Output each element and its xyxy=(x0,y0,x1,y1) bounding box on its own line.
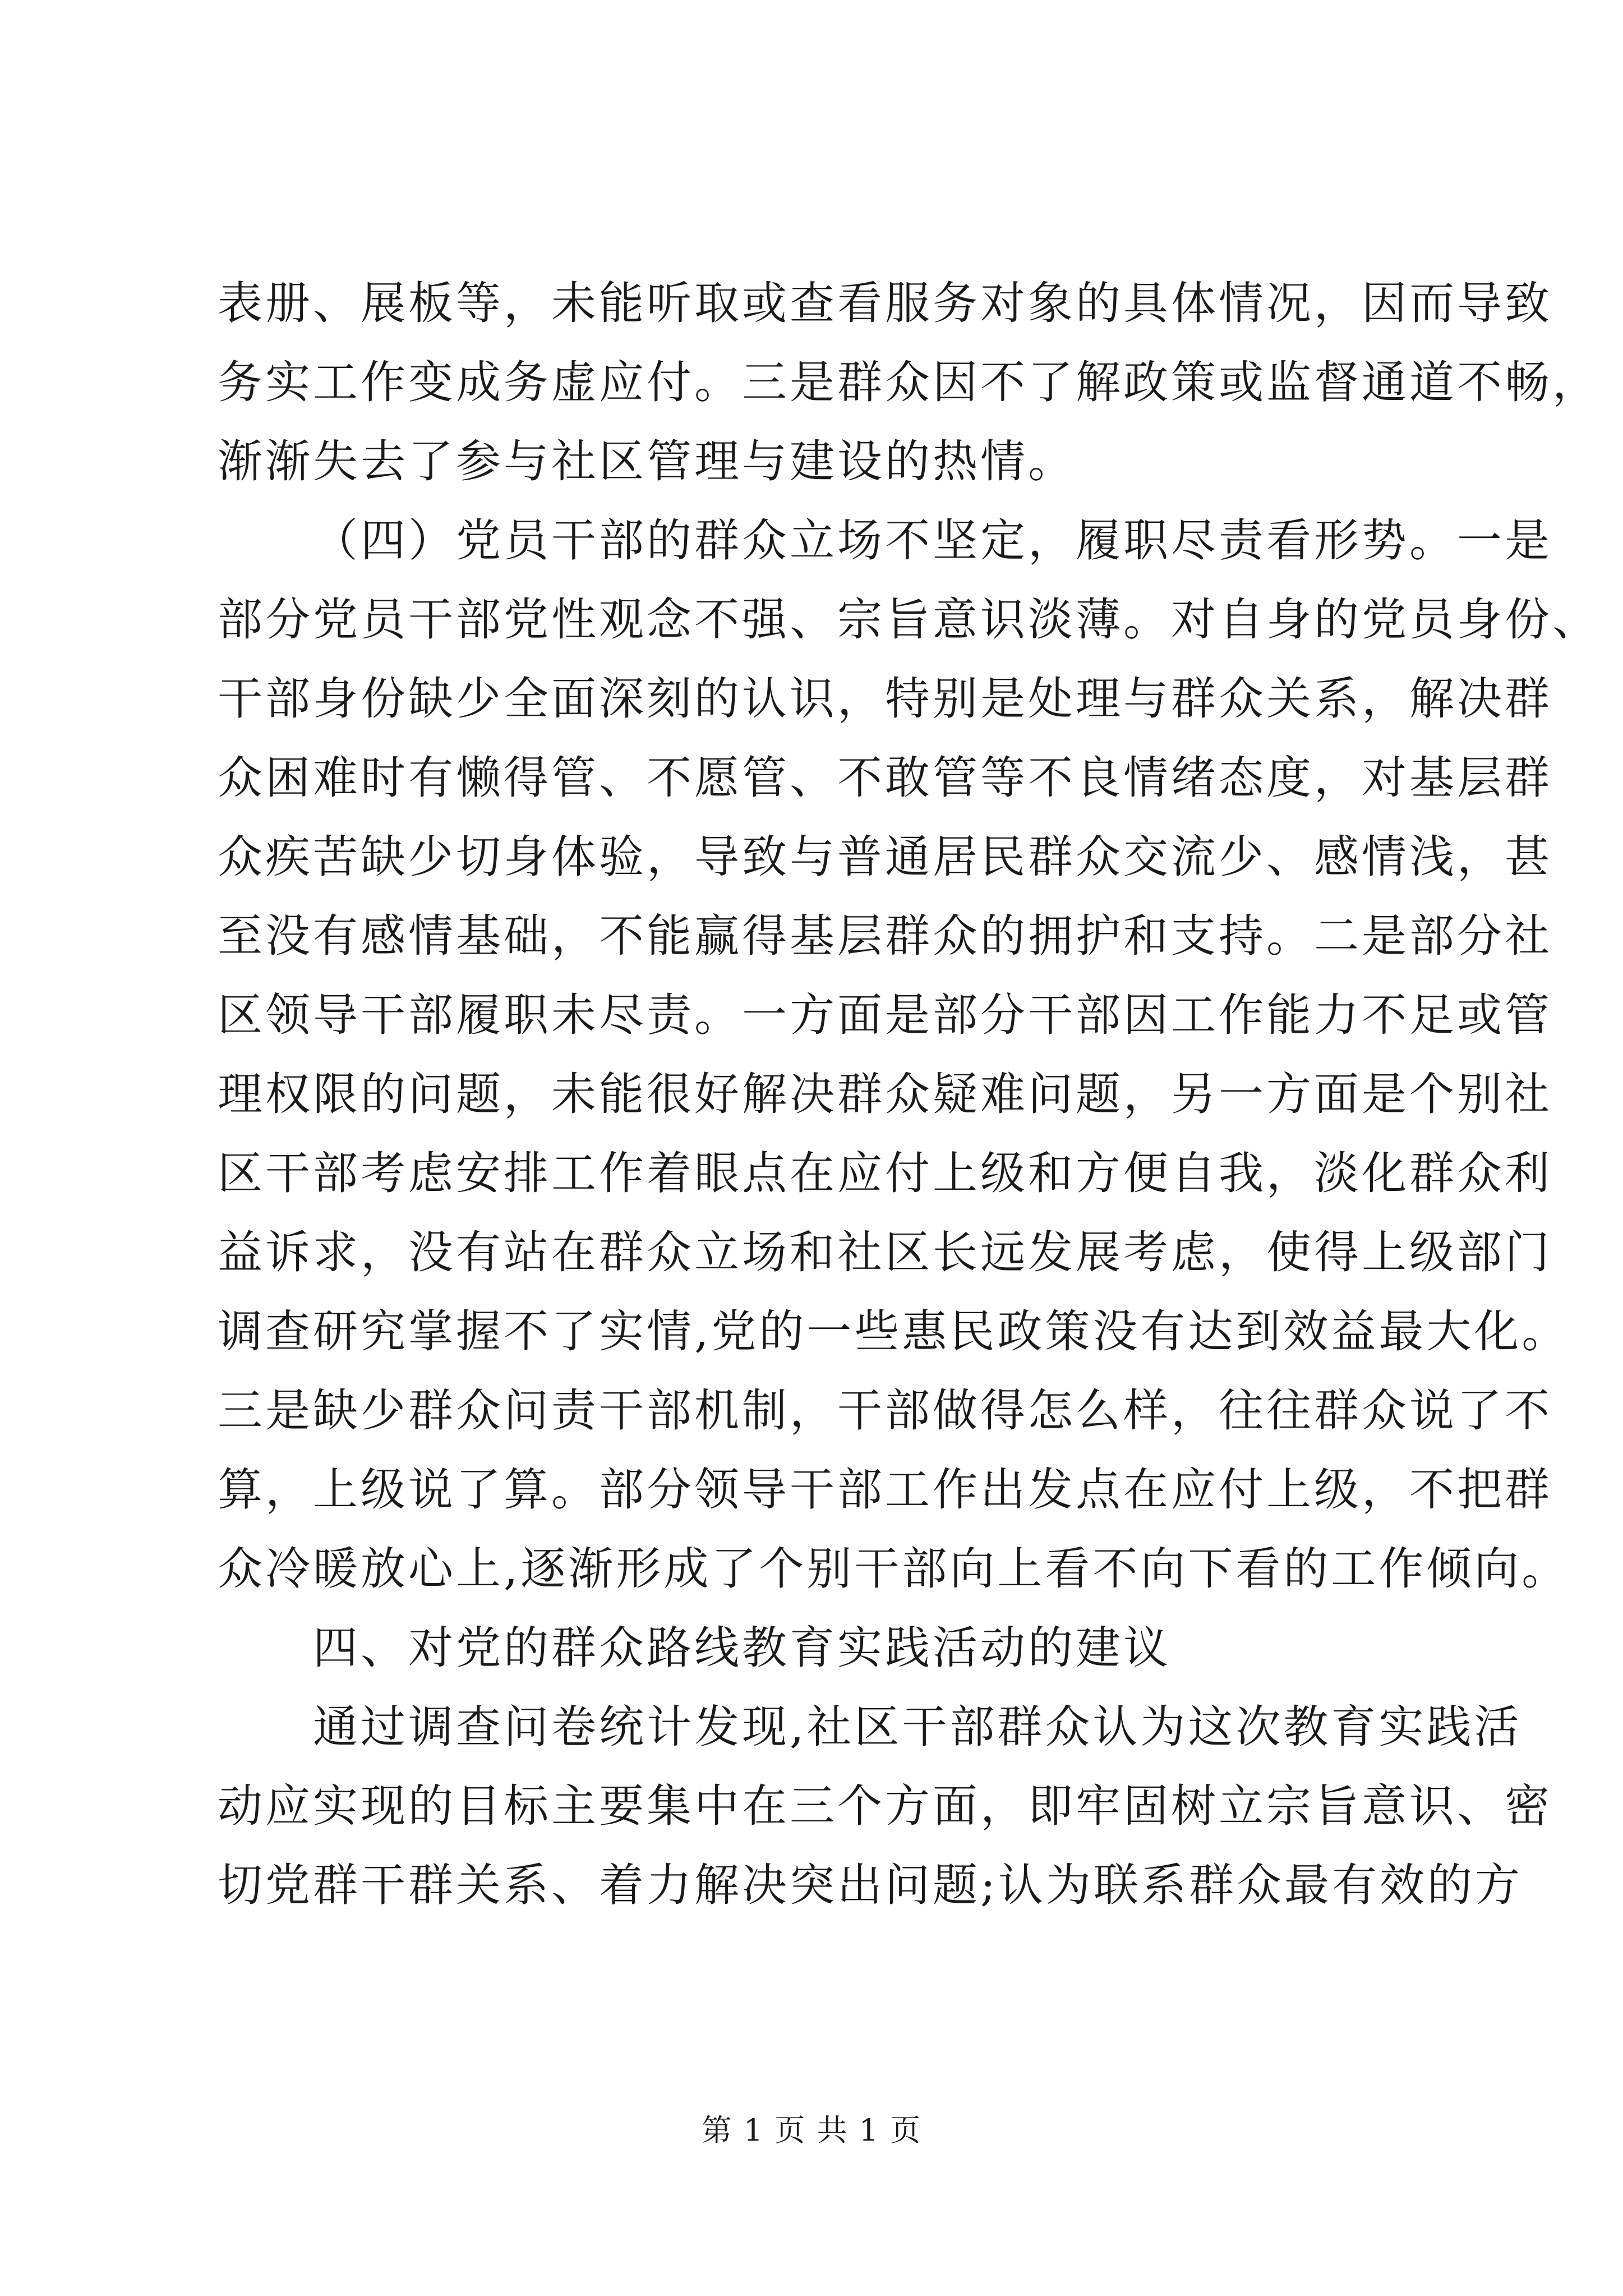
text-line: 众疾苦缺少切身体验，导致与普通居民群众交流少、感情浅，甚 xyxy=(218,831,1552,883)
text-line: 渐渐失去了参与社区管理与建设的热情。 xyxy=(218,435,1076,487)
section-heading: 四、对党的群众路线教育实践活动的建议 xyxy=(313,1622,1171,1674)
text-line: 务实工作变成务虚应付。三是群众因不了解政策或监督通道不畅， xyxy=(218,356,1600,408)
text-line: 调查研究掌握不了实情,党的一些惠民政策没有达到效益最大化。 xyxy=(218,1305,1570,1358)
text-line: 切党群干群关系、着力解决突出问题;认为联系群众最有效的方 xyxy=(218,1859,1523,1911)
text-line: 至没有感情基础，不能赢得基层群众的拥护和支持。二是部分社 xyxy=(218,910,1552,962)
section-heading-line: （四）党员干部的群众立场不坚定，履职尽责看形势。一是 xyxy=(313,514,1552,567)
page-footer: 第 1 页 共 1 页 xyxy=(701,2113,922,2148)
text-line: 区干部考虑安排工作着眼点在应付上级和方便自我，淡化群众利 xyxy=(218,1147,1552,1199)
text-line: 算，上级说了算。部分领导干部工作出发点在应付上级，不把群 xyxy=(218,1464,1552,1516)
text-line: 区领导干部履职未尽责。一方面是部分干部因工作能力不足或管 xyxy=(218,989,1552,1041)
text-line: 三是缺少群众问责干部机制，干部做得怎么样，往往群众说了不 xyxy=(218,1384,1552,1437)
text-line: 动应实现的目标主要集中在三个方面，即牢固树立宗旨意识、密 xyxy=(218,1780,1552,1832)
text-line: 理权限的问题，未能很好解决群众疑难问题，另一方面是个别社 xyxy=(218,1068,1552,1120)
body-text xyxy=(218,264,1600,1925)
text-line: 众冷暖放心上,逐渐形成了个别干部向上看不向下看的工作倾向。 xyxy=(218,1543,1570,1595)
text-line: 益诉求，没有站在群众立场和社区长远发展考虑，使得上级部门 xyxy=(218,1226,1552,1278)
text-line: 部分党员干部党性观念不强、宗旨意识淡薄。对自身的党员身份、 xyxy=(218,593,1600,646)
text-line: 干部身份缺少全面深刻的认识，特别是处理与群众关系，解决群 xyxy=(218,673,1552,725)
paragraph-start-line: 通过调查问卷统计发现,社区干部群众认为这次教育实践活 xyxy=(313,1701,1522,1753)
text-line: 众困难时有懒得管、不愿管、不敢管等不良情绪态度，对基层群 xyxy=(218,752,1552,804)
text-line: 表册、展板等，未能听取或查看服务对象的具体情况，因而导致 xyxy=(218,277,1552,329)
